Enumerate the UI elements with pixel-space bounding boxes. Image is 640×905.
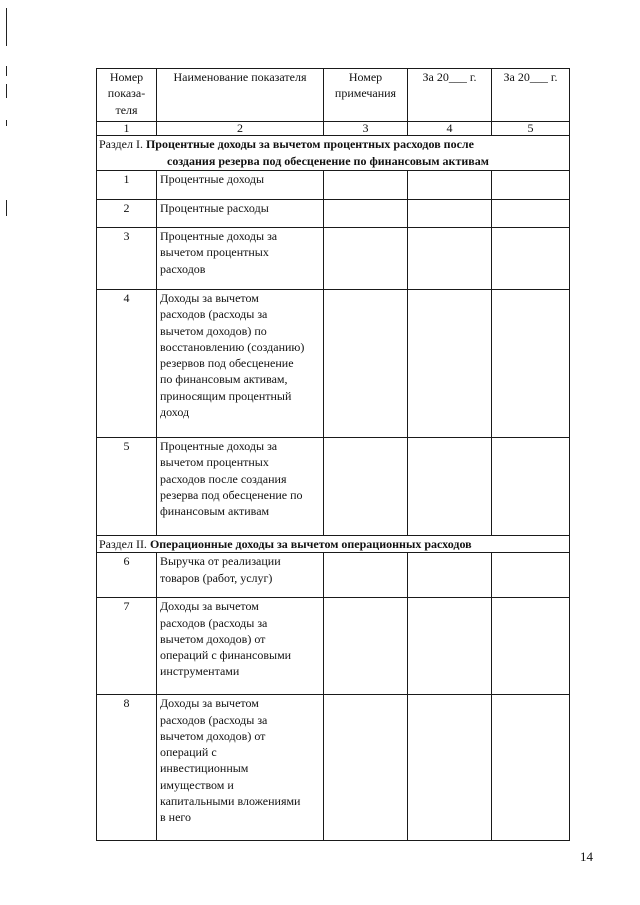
value-cell <box>408 200 492 228</box>
note-cell <box>324 553 408 598</box>
row-number: 7 <box>97 598 157 695</box>
row-name: Процентные доходы за вычетом процентных расходов после создания резерва под обесценение по финансовым активам <box>157 438 324 536</box>
row-name: Процентные расходы <box>157 200 324 228</box>
col-number-3: 3 <box>324 122 408 136</box>
header-col-year2: За 20___ г. <box>492 69 570 122</box>
scan-edge-mark <box>6 8 7 46</box>
section-1-header <box>97 136 570 171</box>
table-row <box>97 695 570 841</box>
table-row <box>97 171 570 200</box>
scan-edge-mark <box>6 200 7 216</box>
row-number: 1 <box>97 171 157 200</box>
value-cell <box>492 171 570 200</box>
row-name: Процентные доходы за вычетом процентных расходов <box>157 228 324 290</box>
row-name: Доходы за вычетом расходов (расходы за вычетом доходов) от операций с финансовыми инструментами <box>157 598 324 695</box>
row-number: 4 <box>97 290 157 438</box>
scan-edge-mark <box>6 120 7 126</box>
value-cell <box>408 695 492 841</box>
note-cell <box>324 171 408 200</box>
col-number-2: 2 <box>157 122 324 136</box>
col-number-4: 4 <box>408 122 492 136</box>
column-numbers-row <box>97 122 570 136</box>
value-cell <box>492 553 570 598</box>
col-number-1: 1 <box>97 122 157 136</box>
note-cell <box>324 290 408 438</box>
value-cell <box>408 290 492 438</box>
value-cell <box>408 438 492 536</box>
row-number: 2 <box>97 200 157 228</box>
value-cell <box>492 228 570 290</box>
section-2-title: Операционные доходы за вычетом операционных расходов <box>149 537 472 551</box>
note-cell <box>324 438 408 536</box>
col-number-5: 5 <box>492 122 570 136</box>
header-col-name: Наименование показателя <box>157 69 324 122</box>
table-row <box>97 200 570 228</box>
row-number: 6 <box>97 553 157 598</box>
table-row <box>97 553 570 598</box>
note-cell <box>324 598 408 695</box>
value-cell <box>408 598 492 695</box>
row-name: Доходы за вычетом расходов (расходы за вычетом доходов) по восстановлению (созданию) резервов под обесценение по финансовым активам, приносящим процентный доход <box>157 290 324 438</box>
row-number: 3 <box>97 228 157 290</box>
table-row <box>97 290 570 438</box>
value-cell <box>408 553 492 598</box>
value-cell <box>492 695 570 841</box>
row-number: 8 <box>97 695 157 841</box>
value-cell <box>492 438 570 536</box>
page-number: 14 <box>580 849 593 864</box>
section-1-prefix: Раздел I. <box>99 137 143 151</box>
section-2-prefix: Раздел II. <box>99 537 147 551</box>
note-cell <box>324 228 408 290</box>
row-name: Процентные доходы <box>157 171 324 200</box>
section-2-header <box>97 536 570 553</box>
value-cell <box>408 228 492 290</box>
table-row <box>97 598 570 695</box>
header-col-number: Номер показа- теля <box>97 69 157 122</box>
section-1-title-cont: создания резерва под обесценение по финансовым активам <box>167 154 489 168</box>
value-cell <box>408 171 492 200</box>
note-cell <box>324 695 408 841</box>
header-col-note: Номер примечания <box>324 69 408 122</box>
scan-edge-mark <box>6 84 7 98</box>
row-name: Доходы за вычетом расходов (расходы за вычетом доходов) от операций с инвестиционным имуществом и капитальными вложениями в него <box>157 695 324 841</box>
header-row <box>97 69 570 122</box>
scan-edge-mark <box>6 66 7 76</box>
table-row <box>97 228 570 290</box>
value-cell <box>492 598 570 695</box>
section-1-title: Процентные доходы за вычетом процентных расходов после <box>145 137 474 151</box>
report-table <box>96 68 570 841</box>
value-cell <box>492 290 570 438</box>
row-name: Выручка от реализации товаров (работ, услуг) <box>157 553 324 598</box>
header-col-year1: За 20___ г. <box>408 69 492 122</box>
note-cell <box>324 200 408 228</box>
table-row <box>97 438 570 536</box>
row-number: 5 <box>97 438 157 536</box>
value-cell <box>492 200 570 228</box>
